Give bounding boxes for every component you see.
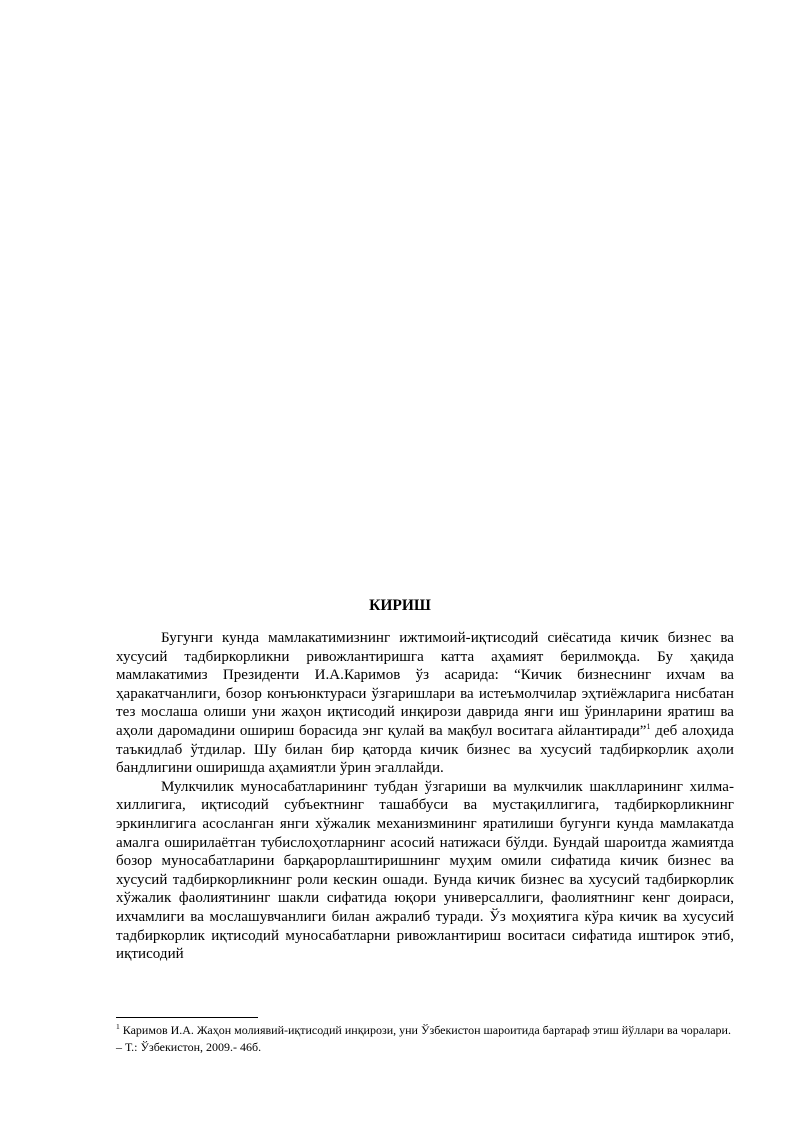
paragraph-2: Мулкчилик муносабатларининг тубдан ўзгариши ва мулкчилик шаклларининг хилма-хиллигига, иқтисодий субъектнинг ташаббуси ва мустақиллигига, тадбиркорликнинг эркинлигига асосланган янги хўжалик механизмининг яратилиши бугунги кунда мамлакатда амалга оширилаётган тубислоҳотларнинг асосий натижаси бўлди. Бундай шароитда жамиятда бозор муносабатларини барқарорлаштиришнинг муҳим омили сифатида кичик бизнес ва хусусий тадбиркорликнинг роли кескин ошади. Бунда кичик бизнес ва хусусий тадбиркорлик хўжалик фаолиятининг шакли сифатида юқори универсаллиги, фаолиятнинг кенг доираси, ихчамлиги ва мослашувчанлиги билан ажралиб туради. Ўз моҳиятига кўра кичик ва хусусий тадбиркорлик иқтисодий муносабатларни ривожлантириш воситаси сифатида иштирок этиб, иқтисодий bbox=[116, 778, 734, 963]
body-text bbox=[116, 629, 734, 964]
paragraph-1-text: Бугунги кунда мамлакатимизнинг ижтимоий-иқтисодий сиёсатида кичик бизнес ва хусусий тадбиркорликни ривожлантиришга катта аҳамият берилмоқда. Бу ҳақида мамлакатимиз Президенти И.А.Каримов ўз асарида: “Кичик бизнеснинг ихчам ва ҳаракатчанлиги, бозор конъюнктураси ўзгаришлари ва истеъмолчилар эҳтиёжларига нисбатан тез мослаша олиши уни жаҳон иқтисодий инқирози даврида янги иш ўринларини яратиш ва аҳоли даромадини ошириш борасида энг қулай ва мақбул воситага айлантиради” bbox=[116, 630, 734, 739]
footnote-text: Каримов И.А. Жаҳон молиявий-иқтисодий инқирози, уни Ўзбекистон шароитида бартараф этиш йўллари ва чоралари. – Т.: Ўзбекистон, 2009.- 46б. bbox=[116, 1023, 731, 1054]
paragraph-1 bbox=[116, 629, 734, 778]
footnote-reference[interactable]: 1 bbox=[646, 721, 651, 731]
paragraph-1-text-continued: деб алоҳида таъкидлаб ўтдилар. Шу билан бир қаторда кичик бизнес ва хусусий тадбиркорлик аҳоли бандлигини оширишда аҳамиятли ўрин эгаллайди. bbox=[116, 722, 734, 777]
footnote-mark: 1 bbox=[116, 1022, 120, 1031]
section-heading: КИРИШ bbox=[369, 597, 431, 614]
footnote bbox=[116, 1022, 734, 1055]
footnote-separator bbox=[116, 1017, 258, 1018]
